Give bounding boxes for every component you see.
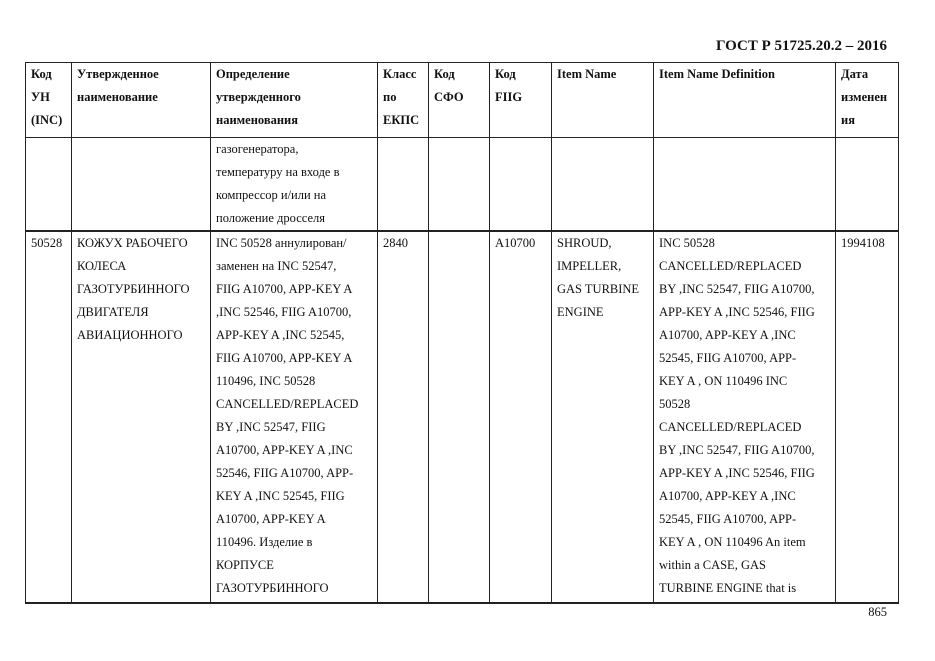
text-line: по	[383, 90, 397, 104]
text-line: ия	[841, 113, 855, 127]
cell-inc	[26, 138, 72, 232]
text-line: заменен на INC 52547,	[216, 259, 337, 273]
text-line: APP-KEY A ,INC 52546, FIIG	[659, 466, 815, 480]
text-line: газогенератора,	[216, 142, 299, 156]
cell-class: 2840	[378, 231, 429, 603]
text-line: IMPELLER,	[557, 259, 622, 273]
cell-sfo	[429, 231, 490, 603]
text-line: УН	[31, 90, 50, 104]
table-header-row	[26, 63, 899, 138]
text-line: положение дросселя	[216, 211, 325, 225]
text-line: SHROUD,	[557, 236, 612, 250]
text-line: A10700, APP-KEY A ,INC	[216, 443, 353, 457]
col-definition	[211, 63, 378, 138]
text-line: GAS TURBINE	[557, 282, 640, 296]
cell-fiig: A10700	[490, 231, 552, 603]
text-line: BY ,INC 52547, FIIG A10700,	[659, 443, 815, 457]
text-line: температуру на входе в	[216, 165, 340, 179]
text-line: ЕКПС	[383, 113, 420, 127]
col-item-definition	[654, 63, 836, 138]
text-line: APP-KEY A ,INC 52545,	[216, 328, 345, 342]
text-line: КОРПУСЕ	[216, 558, 274, 572]
cell-inc: 50528	[26, 231, 72, 603]
text-line: 110496. Изделие в	[216, 535, 313, 549]
cell-sfo	[429, 138, 490, 232]
col-date	[836, 63, 899, 138]
text-line: BY ,INC 52547, FIIG A10700,	[659, 282, 815, 296]
text-line: Код	[495, 67, 516, 81]
col-sfo	[429, 63, 490, 138]
text-line: Код	[434, 67, 455, 81]
cell-item-name	[552, 231, 654, 603]
text-line: Класс	[383, 67, 417, 81]
text-line: СФО	[434, 90, 464, 104]
cell-item-definition	[654, 138, 836, 232]
text-line: ГАЗОТУРБИННОГО	[216, 581, 329, 595]
text-line: 50528	[659, 397, 691, 411]
text-line: TURBINE ENGINE that is	[659, 581, 797, 595]
text-line: 52545, FIIG A10700, APP-	[659, 512, 797, 526]
text-line: Определение	[216, 67, 290, 81]
col-item-name	[552, 63, 654, 138]
text-line: КОЛЕСА	[77, 259, 127, 273]
text-line: утвержденного	[216, 90, 301, 104]
text-line: ENGINE	[557, 305, 604, 319]
cell-approved-name	[72, 138, 211, 232]
text-line: CANCELLED/REPLACED	[216, 397, 359, 411]
text-line: ГАЗОТУРБИННОГО	[77, 282, 190, 296]
cell-date	[836, 138, 899, 232]
text-line: INC 50528	[659, 236, 715, 250]
text-line: A10700, APP-KEY A ,INC	[659, 328, 796, 342]
text-line: A10700, APP-KEY A ,INC	[659, 489, 796, 503]
cell-approved-name	[72, 231, 211, 603]
col-approved-name	[72, 63, 211, 138]
text-line: 110496, INC 50528	[216, 374, 316, 388]
text-line: компрессор и/или на	[216, 188, 327, 202]
text-line: изменен	[841, 90, 888, 104]
text-line: APP-KEY A ,INC 52546, FIIG	[659, 305, 815, 319]
cell-definition	[211, 231, 378, 603]
text-line: Item Name Definition	[659, 67, 775, 81]
text-line: FIIG A10700, APP-KEY A	[216, 351, 353, 365]
cell-date: 1994108	[836, 231, 899, 603]
text-line: FIIG	[495, 90, 523, 104]
table-row	[26, 138, 899, 232]
text-line: наименование	[77, 90, 158, 104]
text-line: КОЖУХ РАБОЧЕГО	[77, 236, 188, 250]
cell-item-definition	[654, 231, 836, 603]
text-line: 52545, FIIG A10700, APP-	[659, 351, 797, 365]
text-line: within a CASE, GAS	[659, 558, 766, 572]
text-line: 52546, FIIG A10700, APP-	[216, 466, 354, 480]
page-number: 865	[868, 605, 887, 619]
text-line: наименования	[216, 113, 299, 127]
col-fiig	[490, 63, 552, 138]
text-line: KEY A , ON 110496 INC	[659, 374, 788, 388]
text-line: KEY A ,INC 52545, FIIG	[216, 489, 345, 503]
text-line: Утвержденное	[77, 67, 159, 81]
text-line: CANCELLED/REPLACED	[659, 259, 802, 273]
col-inc	[26, 63, 72, 138]
text-line: KEY A , ON 110496 An item	[659, 535, 806, 549]
cell-fiig	[490, 138, 552, 232]
document-header: ГОСТ Р 51725.20.2 – 2016	[715, 38, 887, 54]
text-line: ,INC 52546, FIIG A10700,	[216, 305, 352, 319]
col-class	[378, 63, 429, 138]
catalog-table	[25, 62, 899, 604]
text-line: A10700, APP-KEY A	[216, 512, 326, 526]
text-line: АВИАЦИОННОГО	[77, 328, 183, 342]
text-line: FIIG A10700, APP-KEY A	[216, 282, 353, 296]
text-line: Дата	[841, 67, 869, 81]
text-line: INC 50528 аннулирован/	[216, 236, 347, 250]
text-line: Item Name	[557, 67, 617, 81]
cell-definition	[211, 138, 378, 232]
text-line: Код	[31, 67, 52, 81]
text-line: (INC)	[31, 113, 63, 127]
table-row	[26, 231, 899, 603]
cell-class	[378, 138, 429, 232]
cell-item-name	[552, 138, 654, 232]
text-line: BY ,INC 52547, FIIG	[216, 420, 326, 434]
text-line: CANCELLED/REPLACED	[659, 420, 802, 434]
text-line: ДВИГАТЕЛЯ	[77, 305, 149, 319]
